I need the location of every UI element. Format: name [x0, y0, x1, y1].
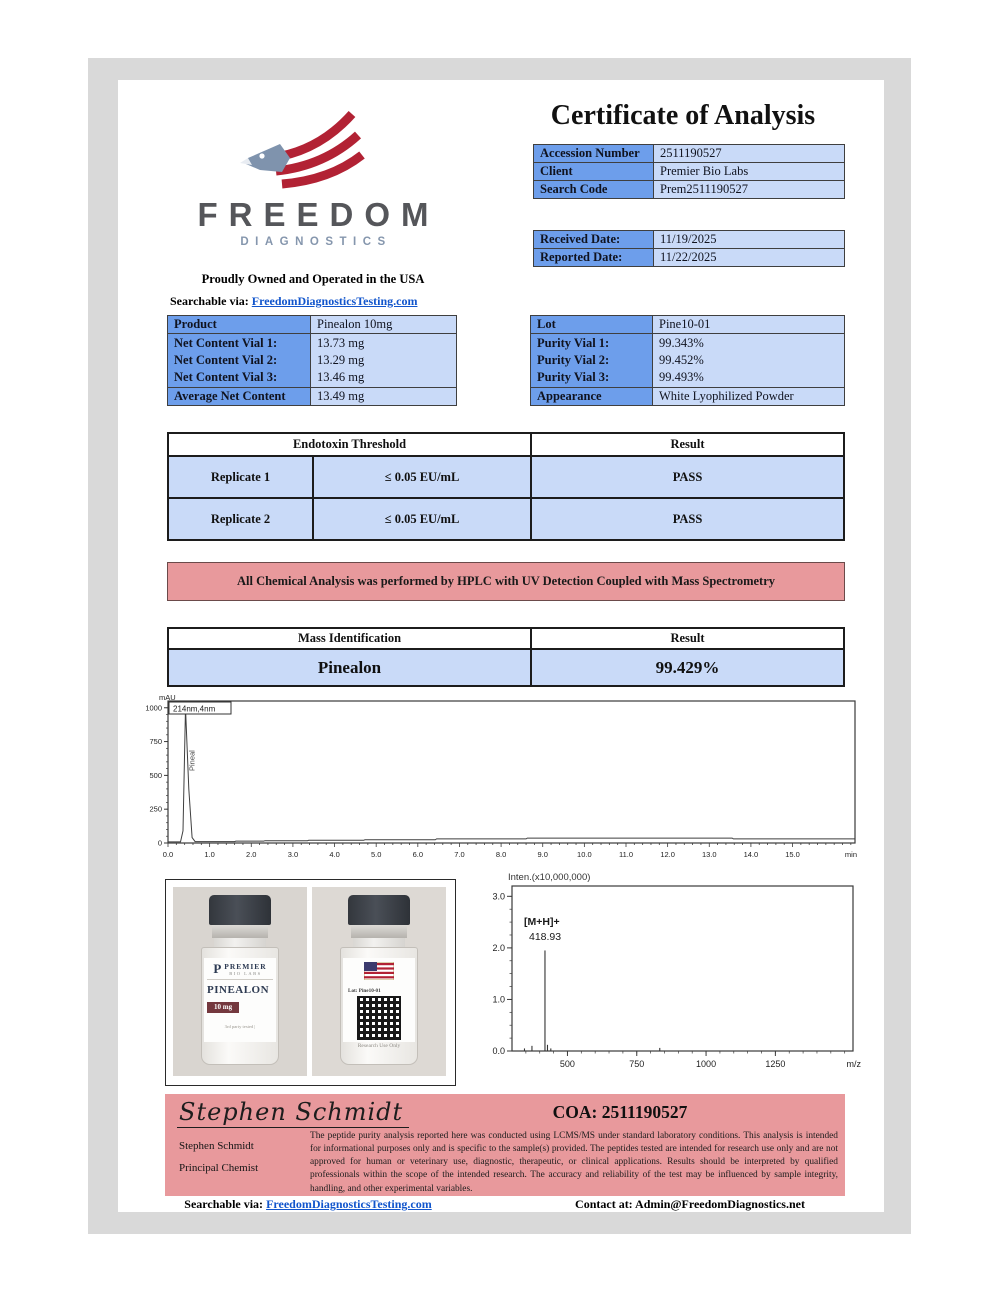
accession-table: [533, 144, 845, 199]
svg-text:15.0: 15.0: [785, 850, 800, 859]
search-code-value: Prem2511190527: [654, 181, 845, 199]
vial-product-name: PINEALON: [207, 984, 270, 996]
searchable-line-top: [170, 294, 417, 309]
svg-text:750: 750: [149, 737, 162, 747]
svg-text:8.0: 8.0: [495, 850, 507, 859]
svg-text:7.0: 7.0: [454, 850, 465, 859]
purity-2-label: Purity Vial 2:: [537, 353, 610, 367]
svg-text:14.0: 14.0: [743, 850, 759, 859]
svg-text:1000: 1000: [696, 1059, 717, 1069]
svg-text:m/z: m/z: [846, 1059, 861, 1069]
svg-text:min: min: [844, 850, 857, 859]
vial-cap: [348, 895, 410, 925]
vial-back-label: [343, 958, 415, 1049]
vial-photo-back: [312, 887, 446, 1076]
table-row: [168, 316, 457, 334]
purity-3-label: Purity Vial 3:: [537, 370, 610, 384]
svg-text:9.0: 9.0: [537, 850, 548, 859]
svg-text:1000: 1000: [145, 703, 162, 713]
document-title: Certificate of Analysis: [550, 100, 816, 131]
net-content-3-value: 13.46 mg: [317, 370, 365, 384]
received-date-value: 11/19/2025: [654, 231, 845, 249]
footer-searchable-link[interactable]: FreedomDiagnosticsTesting.com: [266, 1197, 432, 1211]
footer-contact-label: Contact at:: [575, 1197, 633, 1211]
svg-text:3.0: 3.0: [492, 891, 505, 902]
table-row: [168, 388, 457, 406]
net-content-2-value: 13.29 mg: [317, 353, 365, 367]
mass-id-result: 99.429%: [531, 649, 844, 686]
premier-logo: [207, 961, 273, 980]
endotoxin-table: [167, 432, 845, 541]
replicate-2-name: Replicate 2: [168, 498, 313, 540]
dates-table: [533, 230, 845, 267]
svg-text:418.93: 418.93: [529, 931, 562, 943]
footer-searchable: [148, 1197, 468, 1212]
product-label: Product: [168, 316, 311, 334]
vial-use-text: Research Use Only: [357, 1043, 401, 1049]
table-row: [534, 163, 845, 181]
disclaimer-text: The peptide purity analysis reported here was conducted using LCMS/MS under standard laboratory conditions. This analysis is intended for informational purposes only and is specific to the sample(s) provided. The peptides tested are intended for research use only and are not approved for human or veterinary use, diagnostic, therapeutic, or clinical applications. Results should be interpreted by qualified professionals within the scope of the intended research. The accuracy and reliability of the test may be influenced by sample integrity, handling, and other experimental variables.: [310, 1131, 838, 1194]
table-row: [534, 145, 845, 163]
signature-script: Stephen Schmidt: [177, 1098, 409, 1128]
lot-table: [530, 315, 845, 406]
certificate-page: [118, 80, 884, 1212]
premier-brand-sub: BIO LABS: [229, 971, 262, 976]
vial-fine-print: 3rd party tested |: [224, 1024, 256, 1029]
vial-lot-text: Lot: Pine10-01: [348, 988, 381, 994]
svg-text:[M+H]+: [M+H]+: [524, 916, 560, 928]
replicate-1-threshold: ≤ 0.05 EU/mL: [313, 456, 531, 498]
mass-spectrum: [478, 868, 863, 1083]
appearance-label: Appearance: [531, 388, 653, 406]
table-row: [168, 498, 844, 540]
mass-identification-table: [167, 627, 845, 687]
vial-body: [340, 947, 418, 1065]
search-code-label: Search Code: [534, 181, 654, 199]
svg-text:6.0: 6.0: [412, 850, 424, 859]
svg-text:mAU: mAU: [159, 693, 176, 702]
svg-text:4.0: 4.0: [329, 850, 340, 859]
product-table: [167, 315, 457, 406]
svg-text:0.0: 0.0: [492, 1046, 505, 1056]
table-row: [534, 249, 845, 267]
vial-seal: [351, 925, 407, 938]
vial-neck: [214, 938, 266, 947]
chemist-name: Stephen Schmidt: [179, 1140, 254, 1152]
vial-photos: [165, 879, 456, 1086]
svg-text:3.0: 3.0: [287, 850, 299, 859]
premier-brand: PREMIER: [224, 962, 267, 971]
svg-text:0: 0: [157, 838, 162, 848]
accession-value: 2511190527: [654, 145, 845, 163]
purity-1-label: Purity Vial 1:: [537, 336, 610, 350]
replicate-2-result: PASS: [531, 498, 844, 540]
footer-contact: [540, 1197, 840, 1212]
client-value: Premier Bio Labs: [654, 163, 845, 181]
svg-text:214nm,4nm: 214nm,4nm: [173, 704, 216, 714]
brand-name: FREEDOM: [197, 196, 440, 233]
table-row: [168, 628, 844, 649]
svg-text:13.0: 13.0: [701, 850, 717, 859]
accession-label: Accession Number: [534, 145, 654, 163]
net-content-1-value: 13.73 mg: [317, 336, 365, 350]
analysis-method-banner: All Chemical Analysis was performed by HPLC with UV Detection Coupled with Mass Spectrometry: [167, 562, 845, 601]
table-row: [168, 433, 844, 456]
reported-date-label: Reported Date:: [534, 249, 654, 267]
endotoxin-threshold-header: Endotoxin Threshold: [168, 433, 531, 456]
tagline: Proudly Owned and Operated in the USA: [201, 272, 425, 286]
svg-text:500: 500: [559, 1059, 575, 1069]
purity-1-value: 99.343%: [659, 336, 704, 350]
lot-label: Lot: [531, 316, 653, 334]
svg-text:Pineal: Pineal: [187, 750, 197, 771]
mass-id-header: Mass Identification: [168, 628, 531, 649]
svg-text:1.0: 1.0: [204, 850, 215, 859]
freedom-eagle-logo-icon: [240, 106, 380, 194]
svg-text:10.0: 10.0: [577, 850, 592, 859]
table-row: [531, 334, 845, 388]
svg-text:1250: 1250: [765, 1059, 786, 1069]
svg-text:250: 250: [149, 804, 162, 814]
vial-back: [340, 895, 418, 1065]
svg-text:1.0: 1.0: [492, 994, 505, 1005]
table-row: [531, 388, 845, 406]
avg-net-content-label: Average Net Content: [168, 388, 311, 406]
vial-seal: [212, 925, 268, 938]
received-date-label: Received Date:: [534, 231, 654, 249]
mass-id-name: Pinealon: [168, 649, 531, 686]
table-row: [531, 316, 845, 334]
searchable-link-top[interactable]: FreedomDiagnosticsTesting.com: [251, 294, 418, 308]
svg-text:12.0: 12.0: [660, 850, 675, 859]
svg-text:2.0: 2.0: [492, 942, 505, 953]
table-row: [534, 181, 845, 199]
brand-subtitle: DIAGNOSTICS: [240, 236, 392, 248]
purity-3-value: 99.493%: [659, 370, 704, 384]
vial-dose-badge: 10 mg: [207, 1002, 239, 1013]
appearance-value: White Lyophilized Powder: [653, 388, 845, 406]
replicate-2-threshold: ≤ 0.05 EU/mL: [313, 498, 531, 540]
purity-2-value: 99.452%: [659, 353, 704, 367]
qr-code: [357, 996, 401, 1040]
searchable-label: Searchable via:: [170, 294, 249, 308]
product-value: Pinealon 10mg: [311, 316, 457, 334]
vial-front-label: [204, 958, 276, 1042]
hplc-chromatogram: [145, 693, 860, 875]
vial-front: [201, 895, 279, 1065]
vial-body: [201, 947, 279, 1065]
mass-result-header: Result: [531, 628, 844, 649]
svg-text:11.0: 11.0: [618, 850, 634, 859]
client-label: Client: [534, 163, 654, 181]
endotoxin-result-header: Result: [531, 433, 844, 456]
vial-neck: [353, 938, 405, 947]
svg-text:5.0: 5.0: [370, 850, 382, 859]
svg-text:750: 750: [629, 1059, 645, 1069]
svg-text:0.0: 0.0: [162, 850, 174, 859]
svg-text:500: 500: [149, 770, 162, 780]
table-row: [168, 334, 457, 388]
svg-text:Inten.(x10,000,000): Inten.(x10,000,000): [508, 872, 591, 883]
net-content-1-label: Net Content Vial 1:: [174, 336, 278, 350]
chemist-title: Principal Chemist: [179, 1162, 259, 1174]
replicate-1-name: Replicate 1: [168, 456, 313, 498]
table-row: [534, 231, 845, 249]
avg-net-content-value: 13.49 mg: [311, 388, 457, 406]
table-row: [168, 649, 844, 686]
coa-number: COA: 2511190527: [552, 1102, 688, 1122]
vial-cap: [209, 895, 271, 925]
table-row: [168, 456, 844, 498]
net-content-2-label: Net Content Vial 2:: [174, 353, 278, 367]
vial-photo-front: [173, 887, 307, 1076]
lot-value: Pine10-01: [653, 316, 845, 334]
premier-p-icon: P: [213, 961, 222, 976]
reported-date-value: 11/22/2025: [654, 249, 845, 267]
signature-block: [165, 1094, 845, 1196]
svg-text:2.0: 2.0: [246, 850, 257, 859]
replicate-1-result: PASS: [531, 456, 844, 498]
net-content-3-label: Net Content Vial 3:: [174, 370, 278, 384]
us-flag-icon: [364, 962, 394, 980]
footer-contact-value: Admin@FreedomDiagnostics.net: [635, 1197, 805, 1211]
footer-searchable-label: Searchable via:: [184, 1197, 264, 1211]
